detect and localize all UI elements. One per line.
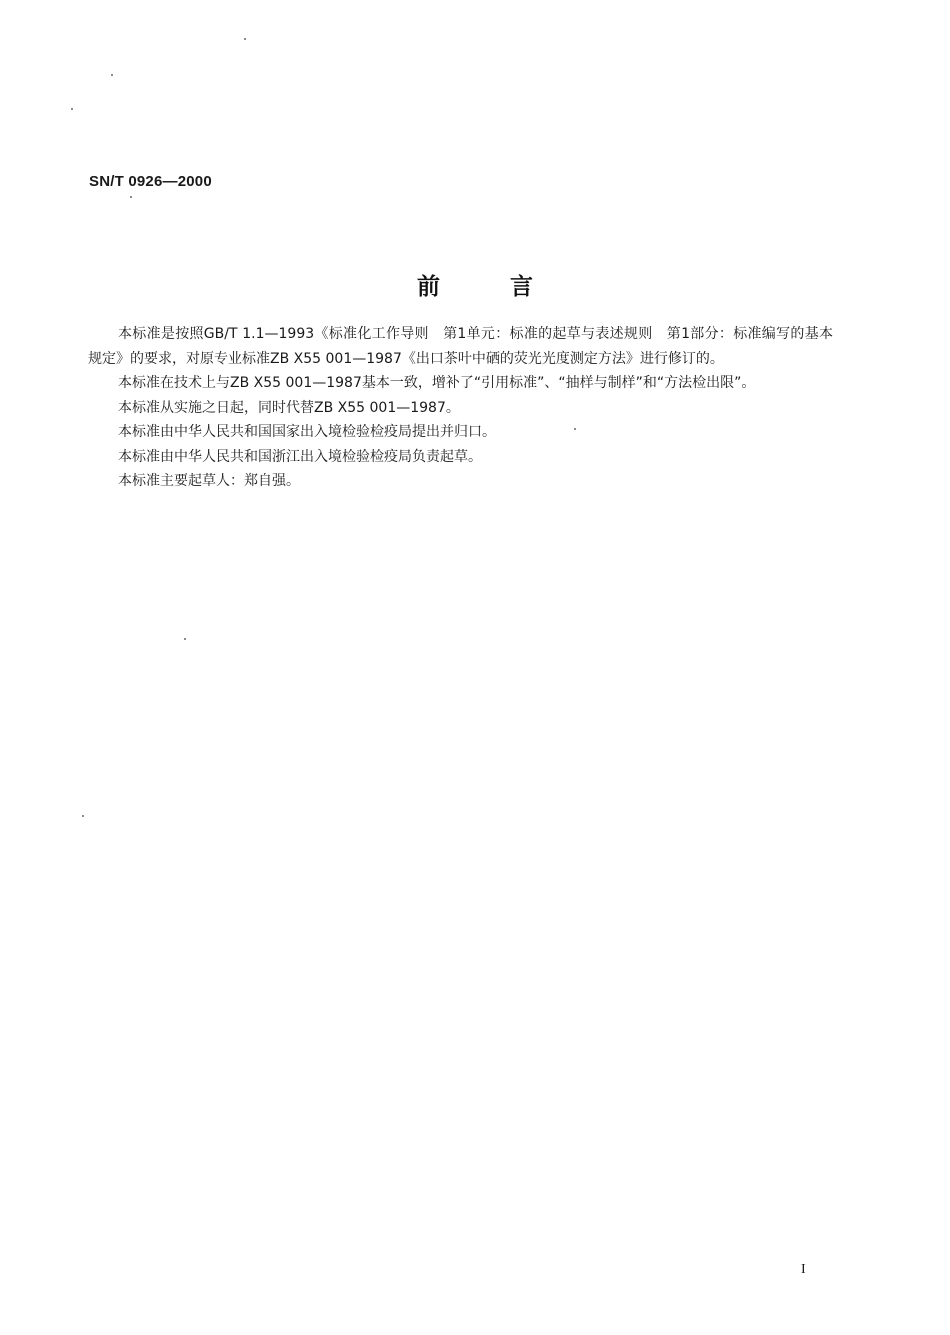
foreword-paragraph-1: 本标准是按照GB/T 1.1—1993《标准化工作导则 第1单元：标准的起草与表述规则 第1部分：标准编写的基本规定》的要求，对原专业标准ZB X55 001—1987《出口茶叶中硒的荧光光度测定方法》进行修订的。 [88,326,833,367]
foreword-paragraph-3: 本标准从实施之日起，同时代替ZB X55 001—1987。 [118,399,460,416]
standard-code: SN/T 0926—2000 [89,173,212,190]
scan-speck [111,74,113,76]
scan-speck [244,38,246,40]
scan-speck [574,428,576,430]
scan-speck [184,638,186,640]
foreword-paragraph-6: 本标准主要起草人：郑自强。 [118,473,300,489]
scan-speck [82,815,84,817]
foreword-body [88,322,833,494]
foreword-paragraph-4: 本标准由中华人民共和国国家出入境检验检疫局提出并归口。 [118,424,496,440]
foreword-paragraph-5: 本标准由中华人民共和国浙江出入境检验检疫局负责起草。 [118,448,482,465]
scan-speck [71,108,73,110]
page-number: I [801,1262,806,1277]
title-char-2: 言 [510,274,533,300]
foreword-paragraph-2: 本标准在技术上与ZB X55 001—1987基本一致，增补了“引用标准”、“抽样与制样”和“方法检出限”。 [118,375,756,391]
scan-speck [130,196,132,198]
title-char-1: 前 [417,274,440,300]
page-title [0,268,950,301]
